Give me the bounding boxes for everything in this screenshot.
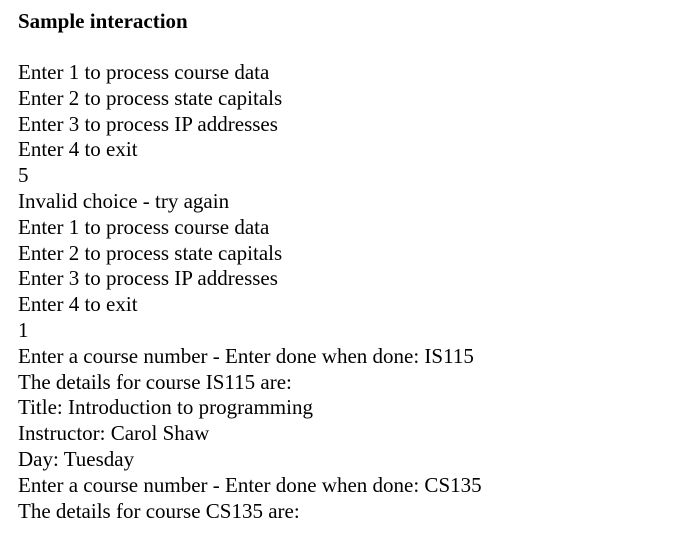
transcript-line: 1 bbox=[18, 317, 29, 342]
transcript-line: Instructor: Carol Shaw bbox=[18, 421, 210, 446]
interaction-transcript bbox=[18, 60, 698, 524]
transcript-line: Day: Tuesday bbox=[18, 446, 135, 471]
transcript-line: Enter 3 to process IP addresses bbox=[18, 111, 278, 136]
transcript-line: Enter 4 to exit bbox=[18, 137, 138, 162]
transcript-line: Invalid choice - try again bbox=[18, 188, 230, 213]
transcript-line: The details for course IS115 are: bbox=[18, 369, 292, 394]
transcript-line: Enter 4 to exit bbox=[18, 292, 138, 317]
transcript-line: Title: Introduction to programming bbox=[18, 395, 313, 420]
transcript-line: 5 bbox=[18, 163, 29, 188]
section-heading: Sample interaction bbox=[18, 9, 188, 33]
transcript-line: Enter 3 to process IP addresses bbox=[18, 266, 278, 291]
transcript-line: Enter 1 to process course data bbox=[18, 214, 270, 239]
transcript-line: Enter 1 to process course data bbox=[18, 60, 270, 84]
transcript-line: The details for course CS135 are: bbox=[18, 498, 300, 523]
transcript-line: Enter 2 to process state capitals bbox=[18, 85, 283, 110]
transcript-line: Enter 2 to process state capitals bbox=[18, 240, 283, 265]
transcript-line: Enter a course number - Enter done when done: CS135 bbox=[18, 472, 482, 497]
transcript-line: Enter a course number - Enter done when done: IS115 bbox=[18, 343, 474, 368]
